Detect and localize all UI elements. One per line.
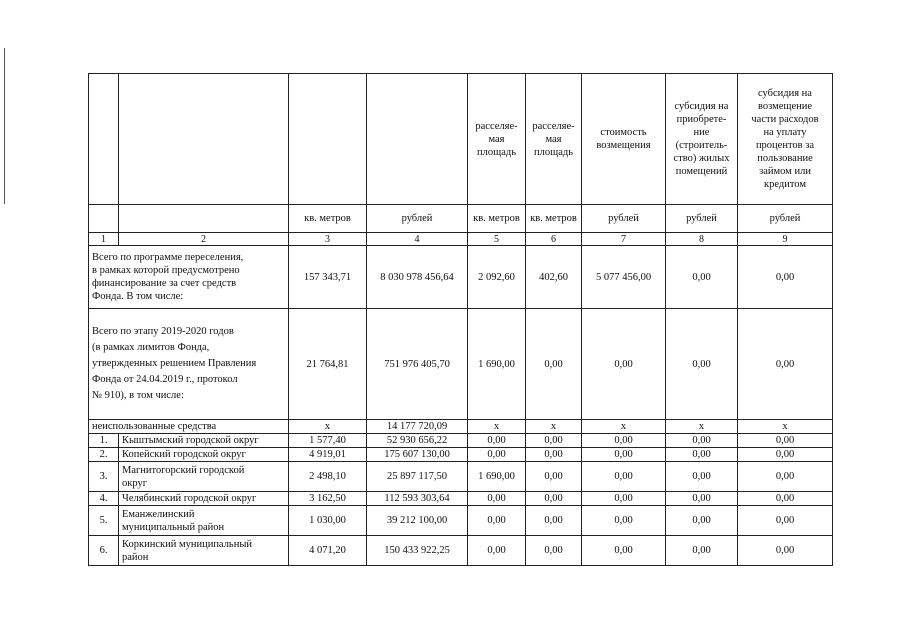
value-cell: 21 764,81 xyxy=(289,309,367,420)
value-cell: 112 593 303,64 xyxy=(367,492,468,506)
value-cell: 0,00 xyxy=(526,536,582,566)
value-cell: 0,00 xyxy=(738,246,833,309)
units-cell-5: кв. метров xyxy=(468,205,526,233)
value-cell: 0,00 xyxy=(468,434,526,448)
col-number: 7 xyxy=(582,233,666,246)
col-number: 8 xyxy=(666,233,738,246)
table-row xyxy=(89,462,833,492)
table-row xyxy=(89,506,833,536)
value-cell: 0,00 xyxy=(738,492,833,506)
table-row xyxy=(89,536,833,566)
municipality-name: Копейский городской округ xyxy=(119,448,289,462)
value-cell: 0,00 xyxy=(738,309,833,420)
value-cell: x xyxy=(666,420,738,434)
value-cell: 0,00 xyxy=(526,492,582,506)
municipality-name: Челябинский городской округ xyxy=(119,492,289,506)
units-cell-7: рублей xyxy=(582,205,666,233)
value-cell: 0,00 xyxy=(468,506,526,536)
value-cell: x xyxy=(582,420,666,434)
value-cell: 0,00 xyxy=(582,506,666,536)
value-cell: 1 030,00 xyxy=(289,506,367,536)
value-cell: x xyxy=(526,420,582,434)
summary-label: неиспользованные средства xyxy=(89,420,289,434)
value-cell: 0,00 xyxy=(582,434,666,448)
table-row xyxy=(89,434,833,448)
value-cell: 0,00 xyxy=(738,434,833,448)
value-cell: 3 162,50 xyxy=(289,492,367,506)
value-cell: 25 897 117,50 xyxy=(367,462,468,492)
value-cell: 157 343,71 xyxy=(289,246,367,309)
units-cell-9: рублей xyxy=(738,205,833,233)
row-number: 3. xyxy=(89,462,119,492)
row-number: 6. xyxy=(89,536,119,566)
summary-row-unused xyxy=(89,420,833,434)
row-number: 2. xyxy=(89,448,119,462)
value-cell: 0,00 xyxy=(526,448,582,462)
summary-row-total xyxy=(89,246,833,309)
value-cell: 0,00 xyxy=(666,246,738,309)
header-cell-5: расселяе- мая площадь xyxy=(468,74,526,205)
municipality-name: Коркинский муниципальный район xyxy=(119,536,289,566)
row-number: 5. xyxy=(89,506,119,536)
summary-label: Всего по программе переселения, в рамках которой предусмотрено финансирование за счет средств Фонда. В том числе: xyxy=(89,246,289,309)
header-cell-4 xyxy=(367,74,468,205)
col-number: 9 xyxy=(738,233,833,246)
units-cell-4: рублей xyxy=(367,205,468,233)
value-cell: 0,00 xyxy=(666,309,738,420)
value-cell: 0,00 xyxy=(582,462,666,492)
summary-row-stage xyxy=(89,309,833,420)
value-cell: 0,00 xyxy=(582,448,666,462)
value-cell: 0,00 xyxy=(582,536,666,566)
col-number: 5 xyxy=(468,233,526,246)
header-cell-3 xyxy=(289,74,367,205)
page-edge-mark xyxy=(4,48,5,204)
municipality-name: Еманжелинский муниципальный район xyxy=(119,506,289,536)
value-cell: x xyxy=(468,420,526,434)
col-number: 6 xyxy=(526,233,582,246)
value-cell: 751 976 405,70 xyxy=(367,309,468,420)
header-row xyxy=(89,74,833,205)
units-cell-3: кв. метров xyxy=(289,205,367,233)
header-cell-7: стоимость возмещения xyxy=(582,74,666,205)
value-cell: 0,00 xyxy=(666,448,738,462)
value-cell: 0,00 xyxy=(526,506,582,536)
value-cell: 5 077 456,00 xyxy=(582,246,666,309)
header-cell-2 xyxy=(119,74,289,205)
value-cell: 4 071,20 xyxy=(289,536,367,566)
value-cell: 0,00 xyxy=(666,506,738,536)
value-cell: 0,00 xyxy=(666,434,738,448)
table-row xyxy=(89,492,833,506)
value-cell: 175 607 130,00 xyxy=(367,448,468,462)
header-cell-1 xyxy=(89,74,119,205)
value-cell: 0,00 xyxy=(738,448,833,462)
municipality-name: Магнитогорский городской округ xyxy=(119,462,289,492)
value-cell: 0,00 xyxy=(468,448,526,462)
units-cell-1 xyxy=(89,205,119,233)
value-cell: 0,00 xyxy=(526,434,582,448)
column-number-row xyxy=(89,233,833,246)
value-cell: 1 690,00 xyxy=(468,309,526,420)
value-cell: 4 919,01 xyxy=(289,448,367,462)
value-cell: 2 498,10 xyxy=(289,462,367,492)
value-cell: 0,00 xyxy=(738,462,833,492)
col-number: 1 xyxy=(89,233,119,246)
value-cell: 0,00 xyxy=(526,309,582,420)
resettlement-table xyxy=(88,73,833,566)
col-number: 3 xyxy=(289,233,367,246)
units-cell-6: кв. метров xyxy=(526,205,582,233)
header-cell-6: расселяе- мая площадь xyxy=(526,74,582,205)
value-cell: 0,00 xyxy=(738,506,833,536)
value-cell: 0,00 xyxy=(666,462,738,492)
value-cell: 1 690,00 xyxy=(468,462,526,492)
units-row xyxy=(89,205,833,233)
row-number: 1. xyxy=(89,434,119,448)
value-cell: 52 930 656,22 xyxy=(367,434,468,448)
value-cell: 0,00 xyxy=(468,536,526,566)
table-row xyxy=(89,448,833,462)
value-cell: 14 177 720,09 xyxy=(367,420,468,434)
value-cell: 402,60 xyxy=(526,246,582,309)
value-cell: 0,00 xyxy=(666,536,738,566)
value-cell: 39 212 100,00 xyxy=(367,506,468,536)
value-cell: 150 433 922,25 xyxy=(367,536,468,566)
units-cell-2 xyxy=(119,205,289,233)
value-cell: x xyxy=(289,420,367,434)
value-cell: 1 577,40 xyxy=(289,434,367,448)
value-cell: 2 092,60 xyxy=(468,246,526,309)
value-cell: 0,00 xyxy=(738,536,833,566)
value-cell: 0,00 xyxy=(526,462,582,492)
row-number: 4. xyxy=(89,492,119,506)
summary-label: Всего по этапу 2019-2020 годов (в рамках лимитов Фонда, утвержденных решением Правления Фонда от 24.04.2019 г., протокол № 910), в том числе: xyxy=(89,309,289,420)
header-cell-9: субсидия на возмещение части расходов на уплату процентов за пользование займом или кредитом xyxy=(738,74,833,205)
col-number: 2 xyxy=(119,233,289,246)
value-cell: 8 030 978 456,64 xyxy=(367,246,468,309)
value-cell: 0,00 xyxy=(666,492,738,506)
col-number: 4 xyxy=(367,233,468,246)
units-cell-8: рублей xyxy=(666,205,738,233)
value-cell: x xyxy=(738,420,833,434)
value-cell: 0,00 xyxy=(468,492,526,506)
value-cell: 0,00 xyxy=(582,309,666,420)
municipality-name: Кыштымский городской округ xyxy=(119,434,289,448)
value-cell: 0,00 xyxy=(582,492,666,506)
header-cell-8: субсидия на приобрете- ние (строитель- ство) жилых помещений xyxy=(666,74,738,205)
